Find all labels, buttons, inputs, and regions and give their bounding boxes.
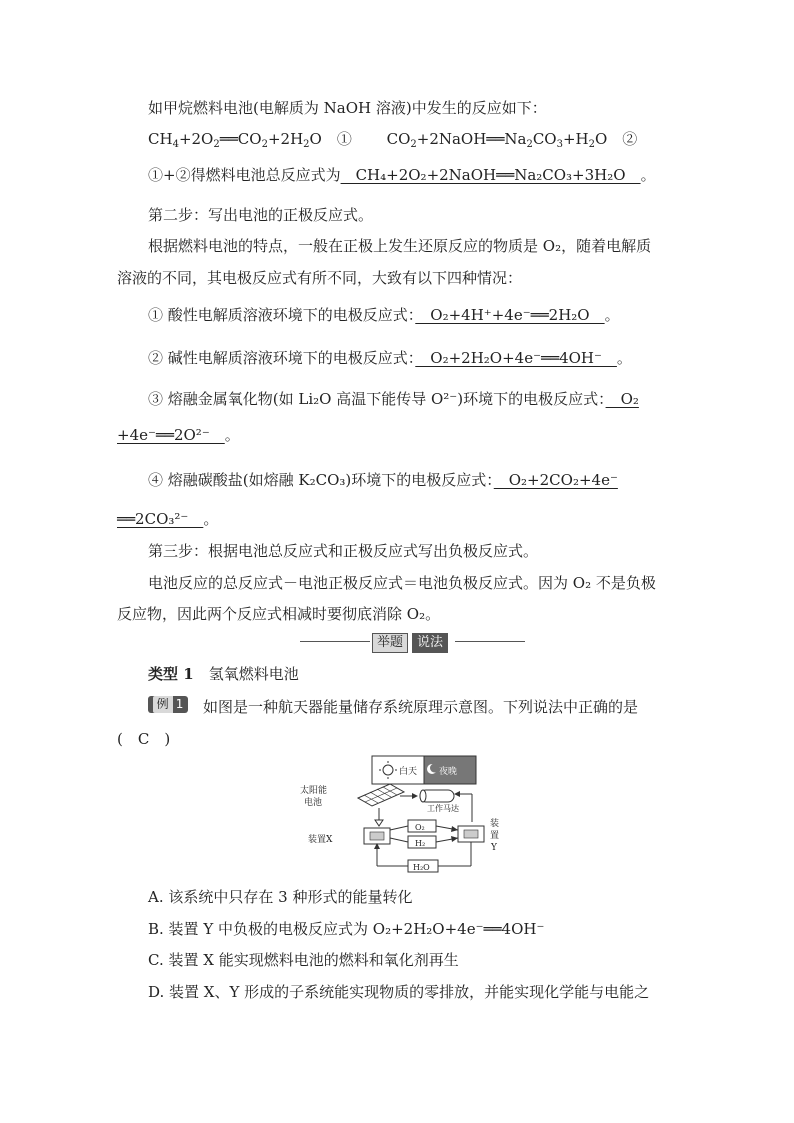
example-answer: ( C ) xyxy=(117,730,171,748)
example-badge: 例 1 xyxy=(148,696,188,713)
paragraph3-line2: 反应物，因此两个反应式相减时要彻底消除 O₂。 xyxy=(117,605,441,623)
night-label: 夜晚 xyxy=(439,767,458,777)
motor-label: 工作马达 xyxy=(427,804,459,813)
device-y-label-3: Y xyxy=(491,843,497,853)
example-question: 如图是一种航天器能量储存系统原理示意图。下列说法中正确的是 xyxy=(203,698,639,716)
h2o-label: H₂O xyxy=(413,863,430,872)
motor-icon xyxy=(420,790,454,802)
device-x-icon xyxy=(364,828,390,844)
type-title: 氢氧燃料电池 xyxy=(208,665,299,683)
section-divider xyxy=(300,633,525,651)
case3-answer-part1: O₂ xyxy=(605,390,639,408)
device-x-label: 装置X xyxy=(308,835,333,845)
case2-answer: O₂+2H₂O+4e⁻══4OH⁻ xyxy=(415,349,617,367)
case1-answer: O₂+4H⁺+4e⁻══2H₂O xyxy=(415,306,605,324)
type-heading xyxy=(148,664,299,684)
divider-tag-left: 举题 xyxy=(372,633,408,653)
intro-line: 如甲烷燃料电池(电解质为 NaOH 溶液)中发生的反应如下： xyxy=(148,99,547,117)
paragraph2-line2: 溶液的不同，其电极反应式有所不同，大致有以下四种情况： xyxy=(117,269,523,287)
solar-label-1: 太阳能 xyxy=(300,786,328,796)
case3-line2: +4e⁻══2O²⁻ 。 xyxy=(117,426,240,444)
type-label: 类型 1 xyxy=(148,665,194,683)
case4-line1: ④ 熔融碳酸盐(如熔融 K₂CO₃)环境下的电极反应式： O₂+2CO₂+4e⁻ xyxy=(148,471,618,489)
case3-line1: ③ 熔融金属氧化物(如 Li₂O 高温下能传导 O²⁻)环境下的电极反应式： O₂ xyxy=(148,390,639,408)
equations-line: $CH_4+2O_2══CO_2+2H_2O$ ① $CO_2+2NaOH══Na_2CO_3+H_2O$ ② xyxy=(148,130,638,150)
divider-tag-right: 说法 xyxy=(412,633,448,653)
case4-answer-part1: O₂+2CO₂+4e⁻ xyxy=(493,471,618,489)
case4-line2: ══2CO₃²⁻ 。 xyxy=(117,510,219,528)
device-y-icon xyxy=(458,826,484,842)
step2-heading: 第二步：写出电池的正极反应式。 xyxy=(148,206,374,224)
o2-label: O₂ xyxy=(415,823,425,832)
total-reaction-answer: CH₄+2O₂+2NaOH══Na₂CO₃+3H₂O xyxy=(340,166,641,184)
paragraph3-line1: 电池反应的总反应式－电池正极反应式＝电池负极反应式。因为 O₂ 不是负极 xyxy=(148,574,656,592)
system-diagram xyxy=(300,750,510,876)
option-c[interactable]: C. 装置 X 能实现燃料电池的燃料和氧化剂再生 xyxy=(148,951,459,969)
total-reaction-line: ①+②得燃料电池总反应式为 CH₄+2O₂+2NaOH══Na₂CO₃+3H₂O 。 xyxy=(148,166,656,184)
step3-heading: 第三步：根据电池总反应式和正极反应式写出负极反应式。 xyxy=(148,542,539,560)
case4-answer-part2: ══2CO₃²⁻ xyxy=(117,510,204,528)
h2-label: H₂ xyxy=(415,839,426,848)
day-label: 白天 xyxy=(399,767,418,777)
device-y-label-2: 置 xyxy=(490,831,500,841)
case2-line: ② 碱性电解质溶液环境下的电极反应式： O₂+2H₂O+4e⁻══4OH⁻ 。 xyxy=(148,349,632,367)
option-a[interactable]: A. 该系统中只存在 3 种形式的能量转化 xyxy=(148,888,413,906)
solar-label-2: 电池 xyxy=(304,798,323,808)
case1-line: ① 酸性电解质溶液环境下的电极反应式： O₂+4H⁺+4e⁻══2H₂O 。 xyxy=(148,306,620,324)
case3-answer-part2: +4e⁻══2O²⁻ xyxy=(117,426,225,444)
option-d[interactable]: D. 装置 X、Y 形成的子系统能实现物质的零排放，并能实现化学能与电能之 xyxy=(148,983,650,1001)
option-b[interactable]: B. 装置 Y 中负极的电极反应式为 O₂+2H₂O+4e⁻══4OH⁻ xyxy=(148,920,545,938)
device-y-label-1: 装 xyxy=(490,819,500,829)
solar-panel-icon xyxy=(358,784,404,806)
paragraph2-line1: 根据燃料电池的特点，一般在正极上发生还原反应的物质是 O₂，随着电解质 xyxy=(148,237,652,255)
